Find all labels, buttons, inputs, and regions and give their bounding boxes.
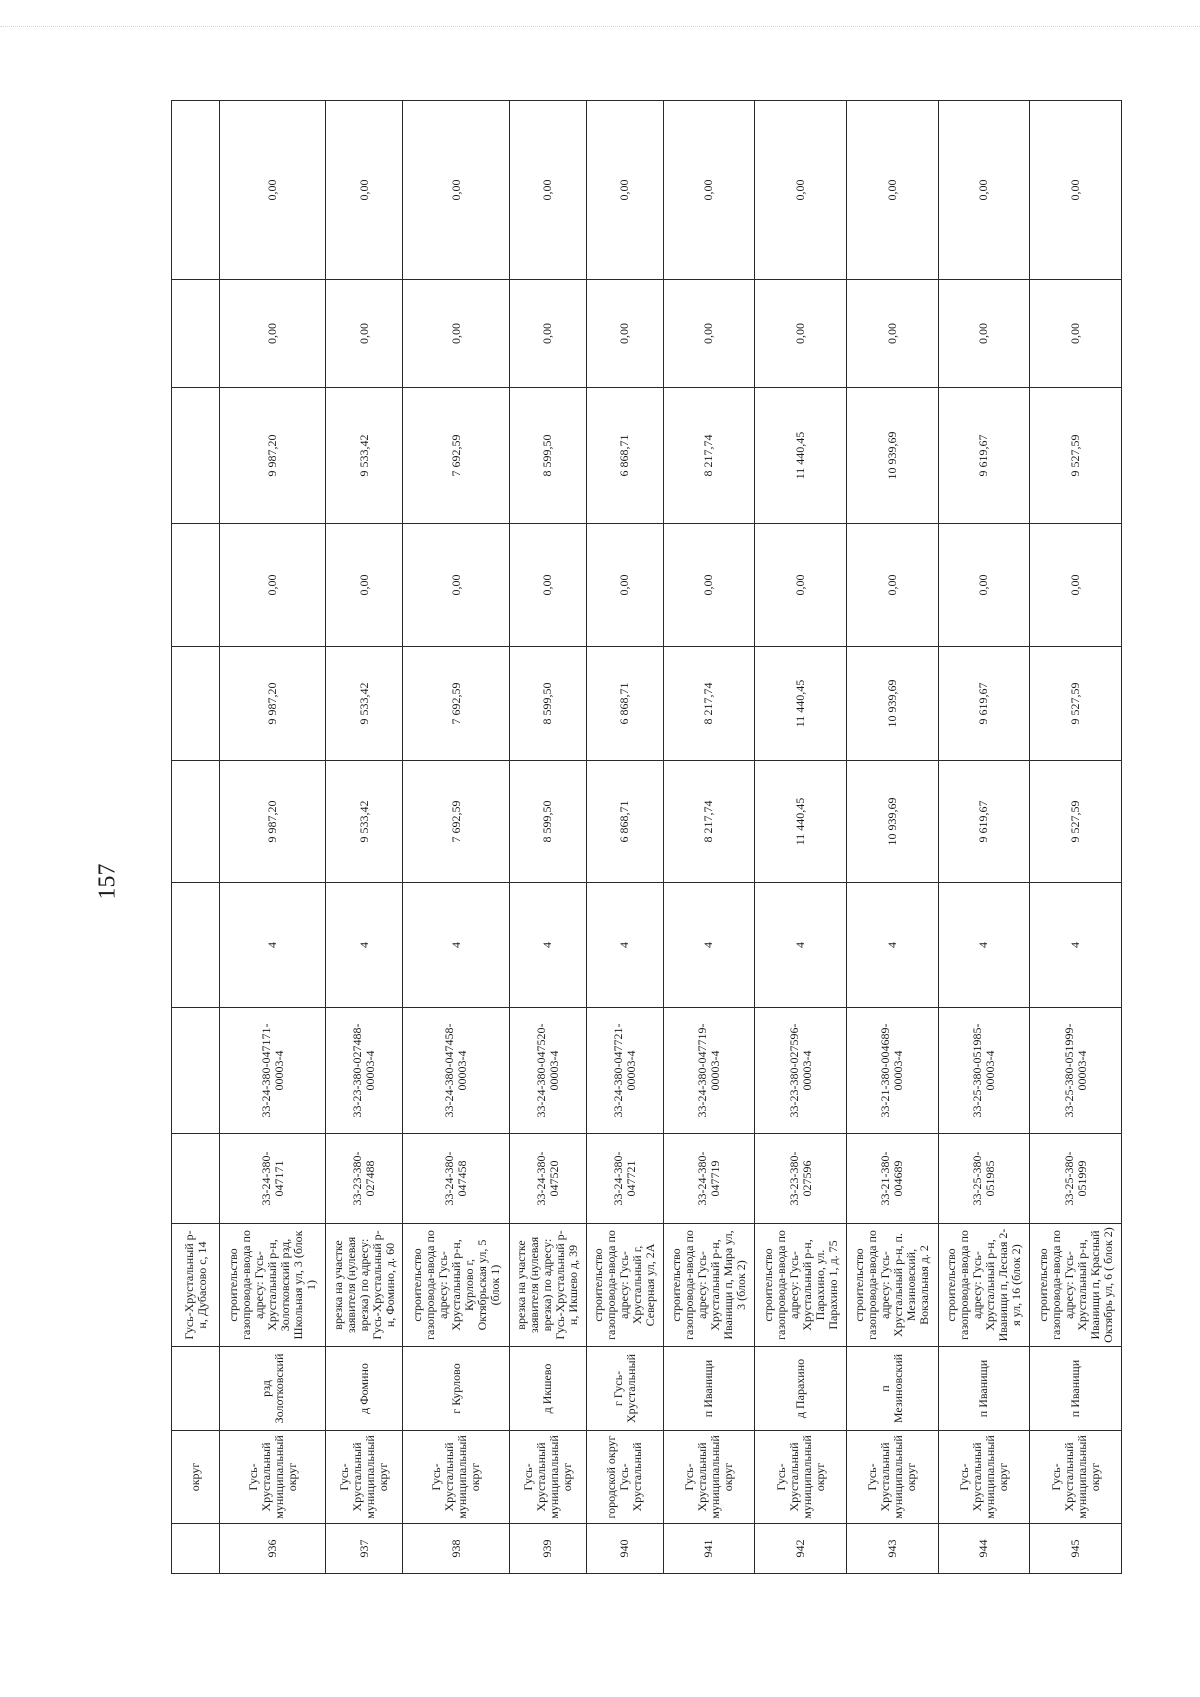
cell-category: 4 (220, 883, 326, 1008)
cell-value-3: 0,00 (220, 524, 326, 647)
cell-value-4 (172, 388, 220, 524)
cell-value-1 (172, 761, 220, 883)
cell-district: Гусь-Хрустальный муниципальный округ (220, 1431, 326, 1524)
cell-locality: д Икшево (509, 1347, 586, 1431)
table-row (586, 101, 663, 1574)
cell-district: Гусь-Хрустальный муниципальный округ (403, 1431, 509, 1524)
cell-value-1: 6 868,71 (586, 761, 663, 883)
cell-value-6: 0,00 (509, 101, 586, 280)
cell-value-2: 8 217,74 (663, 647, 755, 761)
cell-value-2: 8 599,50 (509, 647, 586, 761)
cell-code-full: 33-24-380-047171-00003-4 (220, 1008, 326, 1134)
rotated-table-wrapper (171, 101, 1122, 1574)
cell-locality: п Иванищи (1030, 1347, 1122, 1431)
cell-code: 33-24-380-047719 (663, 1134, 755, 1224)
cell-number: 936 (220, 1524, 326, 1574)
cell-value-3: 0,00 (586, 524, 663, 647)
cell-district: Гусь-Хрустальный муниципальный округ (1030, 1431, 1122, 1524)
cell-value-4: 8 217,74 (663, 388, 755, 524)
cell-value-5: 0,00 (663, 280, 755, 388)
cell-district: Гусь-Хрустальный муниципальный округ (938, 1431, 1030, 1524)
cell-locality: рзд Золотковский (220, 1347, 326, 1431)
cell-value-3: 0,00 (509, 524, 586, 647)
table-row (509, 101, 586, 1574)
cell-value-5: 0,00 (846, 280, 938, 388)
cell-code: 33-24-380-047458 (403, 1134, 509, 1224)
cell-number: 942 (755, 1524, 847, 1574)
table-row (755, 101, 847, 1574)
cell-value-1: 8 217,74 (663, 761, 755, 883)
cell-number (172, 1524, 220, 1574)
cell-number: 944 (938, 1524, 1030, 1574)
cell-locality: д Парахино (755, 1347, 847, 1431)
cell-code: 33-23-380-027596 (755, 1134, 847, 1224)
cell-value-2: 9 533,42 (326, 647, 403, 761)
table-row-continued (172, 101, 220, 1574)
cell-value-2: 9 619,67 (938, 647, 1030, 761)
cell-value-3: 0,00 (846, 524, 938, 647)
cell-value-3 (172, 524, 220, 647)
cell-value-4: 11 440,45 (755, 388, 847, 524)
cell-value-6: 0,00 (586, 101, 663, 280)
cell-number: 937 (326, 1524, 403, 1574)
cell-district: Гусь-Хрустальный муниципальный округ (846, 1431, 938, 1524)
cell-category: 4 (1030, 883, 1122, 1008)
cell-value-3: 0,00 (403, 524, 509, 647)
cell-number: 939 (509, 1524, 586, 1574)
cell-code: 33-24-380-047721 (586, 1134, 663, 1224)
cell-value-5: 0,00 (509, 280, 586, 388)
cell-value-3: 0,00 (1030, 524, 1122, 647)
cell-category: 4 (938, 883, 1030, 1008)
cell-value-4: 9 619,67 (938, 388, 1030, 524)
cell-value-6 (172, 101, 220, 280)
cell-locality: п Иванищи (938, 1347, 1030, 1431)
table-row (846, 101, 938, 1574)
cell-value-5: 0,00 (1030, 280, 1122, 388)
cell-value-6: 0,00 (938, 101, 1030, 280)
cell-description: строительство газопровода-ввода по адресу: Гусь-Хрустальный р-н, Иванищи п, Лесная 2-я ул, 16 (блок 2) (938, 1224, 1030, 1347)
cell-value-4: 10 939,69 (846, 388, 938, 524)
cell-code-full: 33-24-380-047719-00003-4 (663, 1008, 755, 1134)
cell-description: строительство газопровода-ввода по адресу: Гусь-Хрустальный р-н, п. Мезиновский, Вокзальная д. 2 (846, 1224, 938, 1347)
cell-district: Гусь-Хрустальный муниципальный округ (326, 1431, 403, 1524)
cell-number: 938 (403, 1524, 509, 1574)
cell-value-5: 0,00 (403, 280, 509, 388)
cell-district: Гусь-Хрустальный муниципальный округ (509, 1431, 586, 1524)
register-table (171, 100, 1122, 1574)
cell-description: Гусь-Хрустальный р-н, Дубасово с, 14 (172, 1224, 220, 1347)
cell-value-1: 9 527,59 (1030, 761, 1122, 883)
cell-category: 4 (846, 883, 938, 1008)
cell-locality (172, 1347, 220, 1431)
cell-number: 941 (663, 1524, 755, 1574)
cell-value-5: 0,00 (220, 280, 326, 388)
cell-locality: п Иванищи (663, 1347, 755, 1431)
cell-category: 4 (326, 883, 403, 1008)
cell-code: 33-25-380-051985 (938, 1134, 1030, 1224)
cell-number: 943 (846, 1524, 938, 1574)
cell-district: округ (172, 1431, 220, 1524)
cell-code-full: 33-24-380-047520-00003-4 (509, 1008, 586, 1134)
cell-number: 940 (586, 1524, 663, 1574)
cell-value-6: 0,00 (755, 101, 847, 280)
cell-description: строительство газопровода-ввода по адресу: Гусь-Хрустальный р-н, Курлово г, Октябрьская ул, 5 (блок 1) (403, 1224, 509, 1347)
cell-value-3: 0,00 (663, 524, 755, 647)
cell-value-5 (172, 280, 220, 388)
cell-value-1: 9 987,20 (220, 761, 326, 883)
cell-value-1: 9 619,67 (938, 761, 1030, 883)
cell-value-1: 10 939,69 (846, 761, 938, 883)
cell-description: врезка на участке заявителя (нулевая врезка) по адресу: Гусь-Хрустальный р-н, Икшево д, 39 (509, 1224, 586, 1347)
cell-value-4: 8 599,50 (509, 388, 586, 524)
cell-description: строительство газопровода-ввода по адресу: Гусь-Хрустальный р-н, Иванищи п, Мира ул, 3 (блок 2) (663, 1224, 755, 1347)
cell-code: 33-23-380-027488 (326, 1134, 403, 1224)
cell-code-full: 33-25-380-051999-00003-4 (1030, 1008, 1122, 1134)
cell-value-3: 0,00 (326, 524, 403, 647)
table-row (403, 101, 509, 1574)
table-row (220, 101, 326, 1574)
cell-value-5: 0,00 (326, 280, 403, 388)
cell-value-4: 6 868,71 (586, 388, 663, 524)
cell-value-1: 8 599,50 (509, 761, 586, 883)
cell-locality: г Курлово (403, 1347, 509, 1431)
cell-value-6: 0,00 (326, 101, 403, 280)
cell-code-full: 33-24-380-047721-00003-4 (586, 1008, 663, 1134)
cell-district: Гусь-Хрустальный муниципальный округ (663, 1431, 755, 1524)
cell-district: Гусь-Хрустальный муниципальный округ (755, 1431, 847, 1524)
page-number: 157 (94, 863, 121, 900)
cell-description: строительство газопровода-ввода по адресу: Гусь-Хрустальный р-н, Иванищи п, Красный Октябрь ул, 6 ( блок 2) (1030, 1224, 1122, 1347)
cell-value-4: 9 987,20 (220, 388, 326, 524)
cell-value-2 (172, 647, 220, 761)
table-row (326, 101, 403, 1574)
cell-value-5: 0,00 (755, 280, 847, 388)
cell-description: строительство газопровода-ввода по адресу: Гусь-Хрустальный г, Северная ул, 2А (586, 1224, 663, 1347)
cell-value-2: 10 939,69 (846, 647, 938, 761)
cell-value-1: 9 533,42 (326, 761, 403, 883)
table-row (663, 101, 755, 1574)
cell-code-full: 33-24-380-047458-00003-4 (403, 1008, 509, 1134)
scan-artifact-line (0, 26, 1200, 28)
cell-value-5: 0,00 (586, 280, 663, 388)
cell-locality: г Гусь-Хрустальный (586, 1347, 663, 1431)
cell-value-3: 0,00 (938, 524, 1030, 647)
cell-value-6: 0,00 (1030, 101, 1122, 280)
cell-value-5: 0,00 (938, 280, 1030, 388)
cell-value-4: 9 533,42 (326, 388, 403, 524)
cell-value-2: 9 987,20 (220, 647, 326, 761)
cell-description: строительство газопровода-ввода по адресу: Гусь-Хрустальный р-н, Парахино, ул. Парахино 1, д. 75 (755, 1224, 847, 1347)
cell-value-1: 11 440,45 (755, 761, 847, 883)
table-row (938, 101, 1030, 1574)
cell-value-6: 0,00 (663, 101, 755, 280)
cell-category: 4 (755, 883, 847, 1008)
cell-category: 4 (509, 883, 586, 1008)
cell-locality: д Фомино (326, 1347, 403, 1431)
cell-value-3: 0,00 (755, 524, 847, 647)
cell-value-6: 0,00 (220, 101, 326, 280)
cell-value-2: 7 692,59 (403, 647, 509, 761)
cell-value-2: 11 440,45 (755, 647, 847, 761)
cell-code-full: 33-23-380-027488-00003-4 (326, 1008, 403, 1134)
cell-value-1: 7 692,59 (403, 761, 509, 883)
cell-code-full (172, 1008, 220, 1134)
cell-value-2: 9 527,59 (1030, 647, 1122, 761)
cell-locality: п Мезиновский (846, 1347, 938, 1431)
cell-district: городской округ Гусь-Хрустальный (586, 1431, 663, 1524)
cell-category: 4 (586, 883, 663, 1008)
cell-code-full: 33-21-380-004689-00003-4 (846, 1008, 938, 1134)
cell-value-6: 0,00 (846, 101, 938, 280)
cell-code: 33-24-380-047520 (509, 1134, 586, 1224)
table-row (1030, 101, 1122, 1574)
cell-category: 4 (403, 883, 509, 1008)
cell-number: 945 (1030, 1524, 1122, 1574)
cell-category (172, 883, 220, 1008)
cell-code-full: 33-23-380-027596-00003-4 (755, 1008, 847, 1134)
cell-description: строительство газопровода-ввода по адресу: Гусь-Хрустальный р-н, Золотковский рзд, Школьная ул, 3 (блок 1) (220, 1224, 326, 1347)
cell-value-6: 0,00 (403, 101, 509, 280)
cell-description: врезка на участке заявителя (нулевая врезка) по адресу: Гусь-Хрустальный р-н, Фомино, д. 60 (326, 1224, 403, 1347)
cell-code: 33-25-380-051999 (1030, 1134, 1122, 1224)
cell-category: 4 (663, 883, 755, 1008)
cell-code-full: 33-25-380-051985-00003-4 (938, 1008, 1030, 1134)
cell-code: 33-21-380-004689 (846, 1134, 938, 1224)
cell-code: 33-24-380-047171 (220, 1134, 326, 1224)
cell-value-2: 6 868,71 (586, 647, 663, 761)
cell-code (172, 1134, 220, 1224)
cell-value-4: 7 692,59 (403, 388, 509, 524)
cell-value-4: 9 527,59 (1030, 388, 1122, 524)
